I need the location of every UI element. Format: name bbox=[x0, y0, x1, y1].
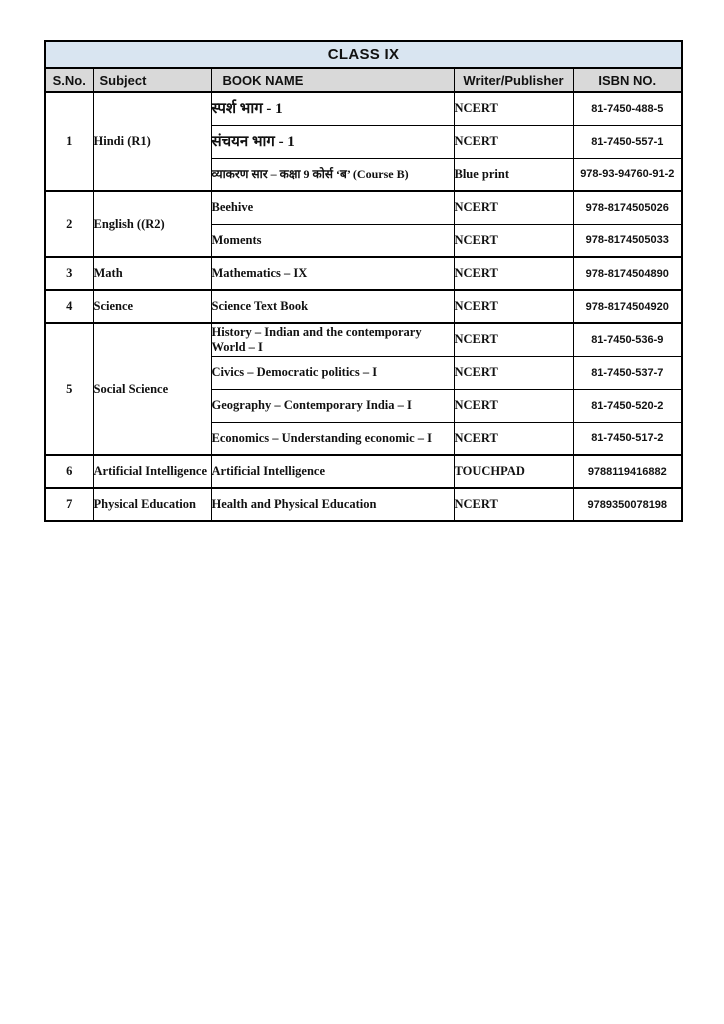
writer-publisher-cell: TOUCHPAD bbox=[454, 455, 573, 488]
serial-number-cell: 5 bbox=[45, 323, 93, 455]
table-title: CLASS IX bbox=[45, 41, 682, 68]
isbn-cell: 978-8174505026 bbox=[573, 191, 682, 224]
isbn-cell: 81-7450-536-9 bbox=[573, 323, 682, 356]
writer-publisher-cell: NCERT bbox=[454, 125, 573, 158]
isbn-cell: 81-7450-537-7 bbox=[573, 356, 682, 389]
table-row bbox=[45, 488, 682, 521]
serial-number-cell: 6 bbox=[45, 455, 93, 488]
book-name-cell: Economics – Understanding economic – I bbox=[211, 422, 454, 455]
column-header-sno: S.No. bbox=[45, 68, 93, 92]
writer-publisher-cell: Blue print bbox=[454, 158, 573, 191]
subject-cell: Math bbox=[93, 257, 211, 290]
book-name-cell: Health and Physical Education bbox=[211, 488, 454, 521]
writer-publisher-cell: NCERT bbox=[454, 191, 573, 224]
isbn-cell: 81-7450-488-5 bbox=[573, 92, 682, 125]
subject-cell: Hindi (R1) bbox=[93, 92, 211, 191]
table-row bbox=[45, 323, 682, 356]
writer-publisher-cell: NCERT bbox=[454, 488, 573, 521]
table-header-row bbox=[45, 68, 682, 92]
isbn-cell: 978-8174504890 bbox=[573, 257, 682, 290]
subject-cell: English ((R2) bbox=[93, 191, 211, 257]
table-row bbox=[45, 455, 682, 488]
writer-publisher-cell: NCERT bbox=[454, 356, 573, 389]
subject-cell: Artificial Intelligence bbox=[93, 455, 211, 488]
writer-publisher-cell: NCERT bbox=[454, 290, 573, 323]
book-name-cell: Geography – Contemporary India – I bbox=[211, 389, 454, 422]
book-name-cell: Civics – Democratic politics – I bbox=[211, 356, 454, 389]
column-header-book-name: BOOK NAME bbox=[211, 68, 454, 92]
writer-publisher-cell: NCERT bbox=[454, 323, 573, 356]
book-name-cell: संचयन भाग - 1 bbox=[211, 125, 454, 158]
book-name-cell: Science Text Book bbox=[211, 290, 454, 323]
table-row bbox=[45, 191, 682, 224]
book-table-body bbox=[45, 92, 682, 521]
book-name-cell: Beehive bbox=[211, 191, 454, 224]
isbn-cell: 978-8174504920 bbox=[573, 290, 682, 323]
isbn-cell: 81-7450-557-1 bbox=[573, 125, 682, 158]
book-name-cell: Artificial Intelligence bbox=[211, 455, 454, 488]
serial-number-cell: 4 bbox=[45, 290, 93, 323]
serial-number-cell: 3 bbox=[45, 257, 93, 290]
table-row bbox=[45, 92, 682, 125]
isbn-cell: 81-7450-520-2 bbox=[573, 389, 682, 422]
book-name-cell: Moments bbox=[211, 224, 454, 257]
isbn-cell: 9789350078198 bbox=[573, 488, 682, 521]
writer-publisher-cell: NCERT bbox=[454, 389, 573, 422]
isbn-cell: 978-93-94760-91-2 bbox=[573, 158, 682, 191]
writer-publisher-cell: NCERT bbox=[454, 92, 573, 125]
subject-cell: Social Science bbox=[93, 323, 211, 455]
book-name-cell: स्पर्श भाग - 1 bbox=[211, 92, 454, 125]
column-header-isbn: ISBN NO. bbox=[573, 68, 682, 92]
book-name-cell: व्याकरण सार – कक्षा 9 कोर्स ‘ब’ (Course B) bbox=[211, 158, 454, 191]
isbn-cell: 9788119416882 bbox=[573, 455, 682, 488]
subject-cell: Science bbox=[93, 290, 211, 323]
isbn-cell: 978-8174505033 bbox=[573, 224, 682, 257]
serial-number-cell: 2 bbox=[45, 191, 93, 257]
writer-publisher-cell: NCERT bbox=[454, 257, 573, 290]
table-title-row bbox=[45, 41, 682, 68]
serial-number-cell: 7 bbox=[45, 488, 93, 521]
writer-publisher-cell: NCERT bbox=[454, 224, 573, 257]
class-ix-book-table bbox=[44, 40, 683, 522]
isbn-cell: 81-7450-517-2 bbox=[573, 422, 682, 455]
book-name-cell: History – Indian and the contemporary World – I bbox=[211, 323, 454, 356]
table-row bbox=[45, 290, 682, 323]
subject-cell: Physical Education bbox=[93, 488, 211, 521]
table-row bbox=[45, 257, 682, 290]
writer-publisher-cell: NCERT bbox=[454, 422, 573, 455]
column-header-subject: Subject bbox=[93, 68, 211, 92]
serial-number-cell: 1 bbox=[45, 92, 93, 191]
column-header-writer-publisher: Writer/Publisher bbox=[454, 68, 573, 92]
book-name-cell: Mathematics – IX bbox=[211, 257, 454, 290]
